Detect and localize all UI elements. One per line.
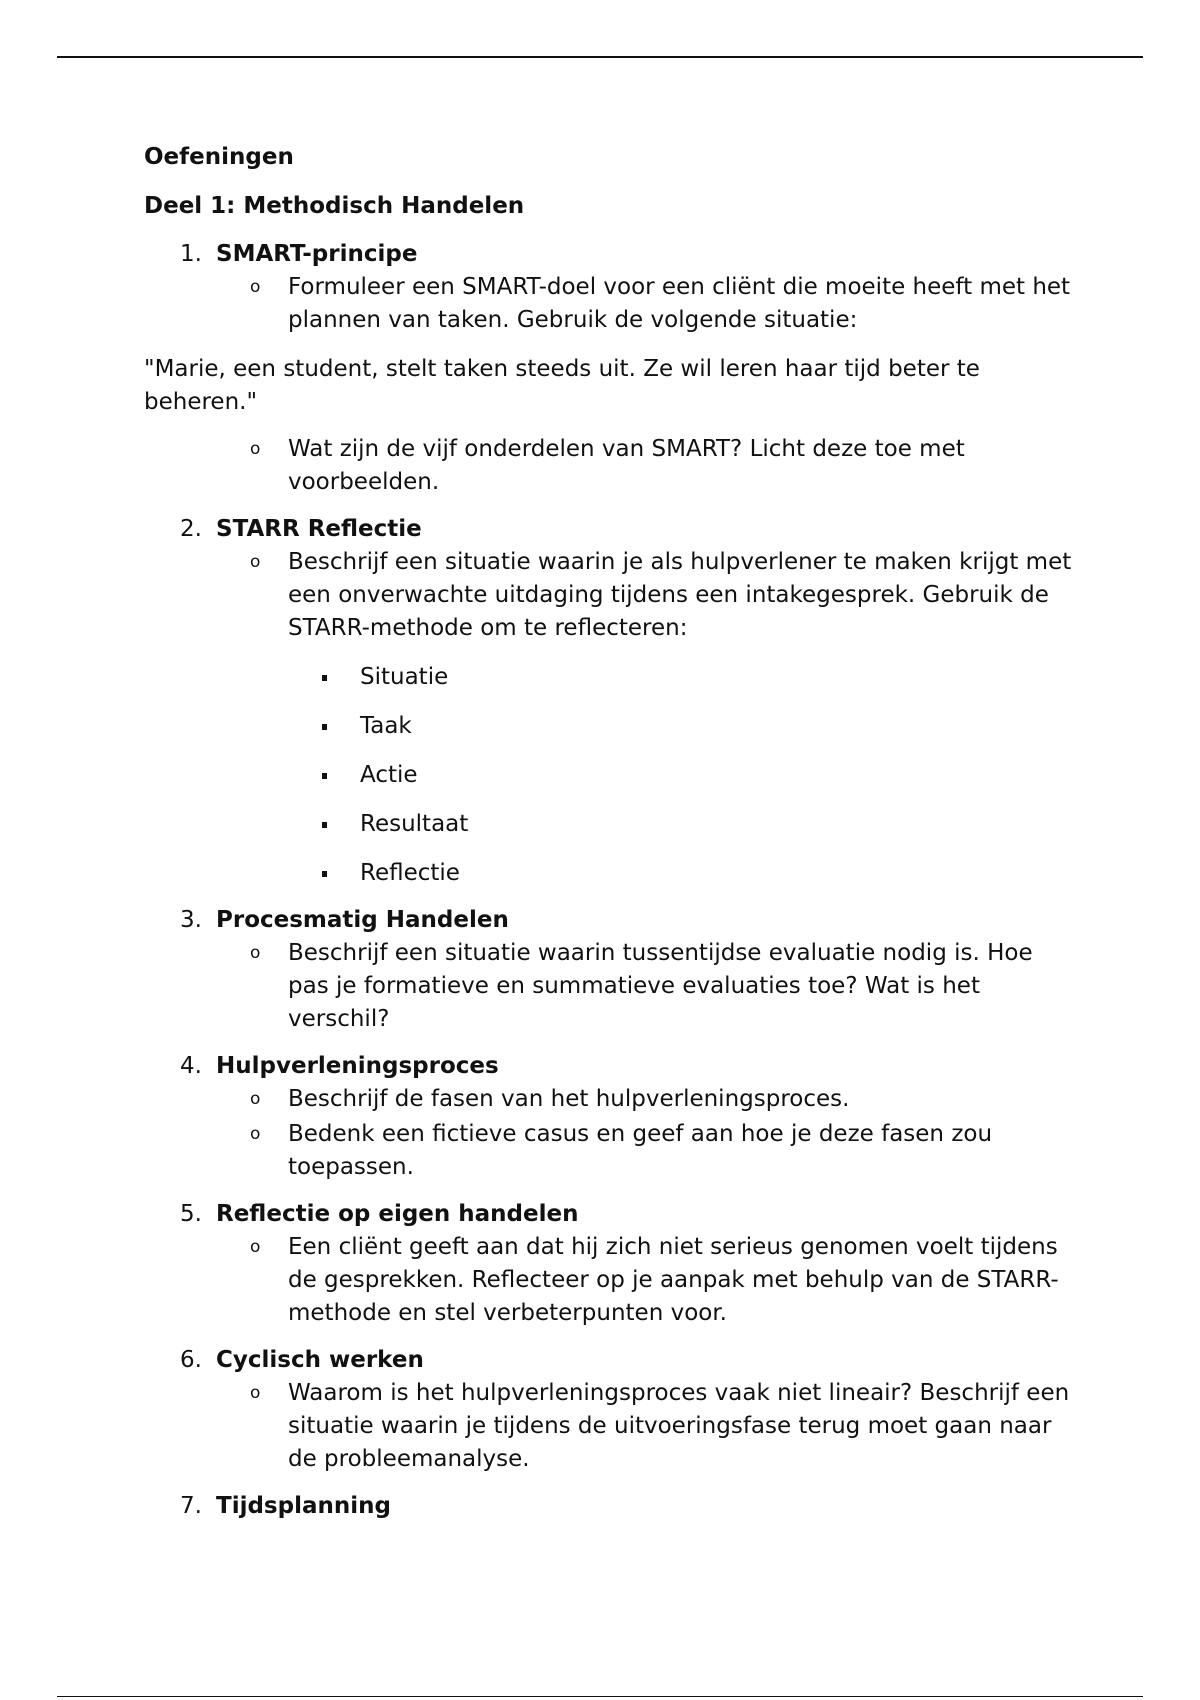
starr-list xyxy=(288,661,1074,890)
exercise-item xyxy=(144,238,1074,499)
sub-item xyxy=(216,1377,1074,1476)
exercise-number: 4. xyxy=(180,1053,202,1079)
square-bullet-icon xyxy=(322,871,327,877)
sub-item-text: Beschrijf een situatie waarin tussentijdse evaluatie nodig is. Hoe pas je formatieve en summatieve evaluaties toe? Wat is het verschil? xyxy=(288,940,1033,1032)
starr-item-label: Situatie xyxy=(360,664,449,690)
sub-list xyxy=(216,1083,1074,1184)
circle-bullet-icon: o xyxy=(250,1089,261,1109)
starr-item xyxy=(288,808,1074,841)
exercise-number: 2. xyxy=(180,516,202,542)
exercise-title: Reflectie op eigen handelen xyxy=(216,1201,579,1227)
sub-item xyxy=(216,271,1074,337)
top-rule xyxy=(57,56,1143,58)
square-bullet-icon xyxy=(322,822,327,828)
exercise-item xyxy=(144,1490,1074,1523)
circle-bullet-icon: o xyxy=(250,439,261,459)
document-body xyxy=(144,141,1074,1537)
sub-item xyxy=(216,1231,1074,1330)
exercise-title: Procesmatig Handelen xyxy=(216,907,509,933)
square-bullet-icon xyxy=(322,724,327,730)
exercise-number: 6. xyxy=(180,1347,202,1373)
sub-item-text: Wat zijn de vijf onderdelen van SMART? Licht deze toe met voorbeelden. xyxy=(288,436,965,495)
sub-item-text: Beschrijf een situatie waarin je als hulpverlener te maken krijgt met een onverwachte uitdaging tijdens een intakegesprek. Gebruik de STARR-methode om te reflecteren: xyxy=(288,549,1072,641)
exercise-title: Hulpverleningsproces xyxy=(216,1053,499,1079)
sub-list xyxy=(216,1377,1074,1476)
exercise-title: Cyclisch werken xyxy=(216,1347,424,1373)
sub-item-text: Een cliënt geeft aan dat hij zich niet serieus genomen voelt tijdens de gesprekken. Reflecteer op je aanpak met behulp van de STARR-methode en stel verbeterpunten voor. xyxy=(288,1234,1059,1326)
starr-item xyxy=(288,857,1074,890)
sub-item-text: Bedenk een fictieve casus en geef aan hoe je deze fasen zou toepassen. xyxy=(288,1121,993,1180)
exercise-item xyxy=(144,904,1074,1036)
sub-list xyxy=(216,937,1074,1036)
sub-list xyxy=(216,1231,1074,1330)
sub-item xyxy=(216,546,1074,890)
sub-item-text: Waarom is het hulpverleningsproces vaak niet lineair? Beschrijf een situatie waarin je tijdens de uitvoeringsfase terug moet gaan naar de probleemanalyse. xyxy=(288,1380,1070,1472)
exercise-number: 7. xyxy=(180,1493,202,1519)
exercise-number: 1. xyxy=(180,241,202,267)
exercise-list xyxy=(144,238,1074,1523)
starr-item-label: Reflectie xyxy=(360,860,460,886)
sub-list xyxy=(216,546,1074,890)
exercise-item xyxy=(144,1050,1074,1184)
circle-bullet-icon: o xyxy=(250,1124,261,1144)
sub-item-text: Formuleer een SMART-doel voor een cliënt die moeite heeft met het plannen van taken. Gebruik de volgende situatie: xyxy=(288,274,1071,333)
sub-list xyxy=(216,433,1074,499)
exercise-number: 5. xyxy=(180,1201,202,1227)
sub-item xyxy=(216,1118,1074,1184)
document-title: Oefeningen xyxy=(144,144,294,170)
case-quote: "Marie, een student, stelt taken steeds uit. Ze wil leren haar tijd beter te beheren." xyxy=(144,356,980,415)
starr-item-label: Actie xyxy=(360,762,418,788)
exercise-item xyxy=(144,1198,1074,1330)
circle-bullet-icon: o xyxy=(250,943,261,963)
starr-item xyxy=(288,661,1074,694)
exercise-item xyxy=(144,1344,1074,1476)
exercise-item xyxy=(144,513,1074,890)
sub-list xyxy=(216,271,1074,337)
square-bullet-icon xyxy=(322,773,327,779)
starr-item-label: Taak xyxy=(360,713,412,739)
circle-bullet-icon: o xyxy=(250,1383,261,1403)
part-title: Deel 1: Methodisch Handelen xyxy=(144,193,525,219)
sub-item xyxy=(216,1083,1074,1116)
exercise-title: Tijdsplanning xyxy=(216,1493,391,1519)
circle-bullet-icon: o xyxy=(250,277,261,297)
exercise-title: SMART-principe xyxy=(216,241,418,267)
exercise-title: STARR Reflectie xyxy=(216,516,422,542)
starr-item xyxy=(288,759,1074,792)
sub-item xyxy=(216,937,1074,1036)
circle-bullet-icon: o xyxy=(250,1237,261,1257)
bottom-rule xyxy=(57,1696,1143,1697)
sub-item-text: Beschrijf de fasen van het hulpverleningsproces. xyxy=(288,1086,850,1112)
square-bullet-icon xyxy=(322,675,327,681)
circle-bullet-icon: o xyxy=(250,552,261,572)
sub-item xyxy=(216,433,1074,499)
starr-item-label: Resultaat xyxy=(360,811,469,837)
starr-item xyxy=(288,710,1074,743)
exercise-number: 3. xyxy=(180,907,202,933)
